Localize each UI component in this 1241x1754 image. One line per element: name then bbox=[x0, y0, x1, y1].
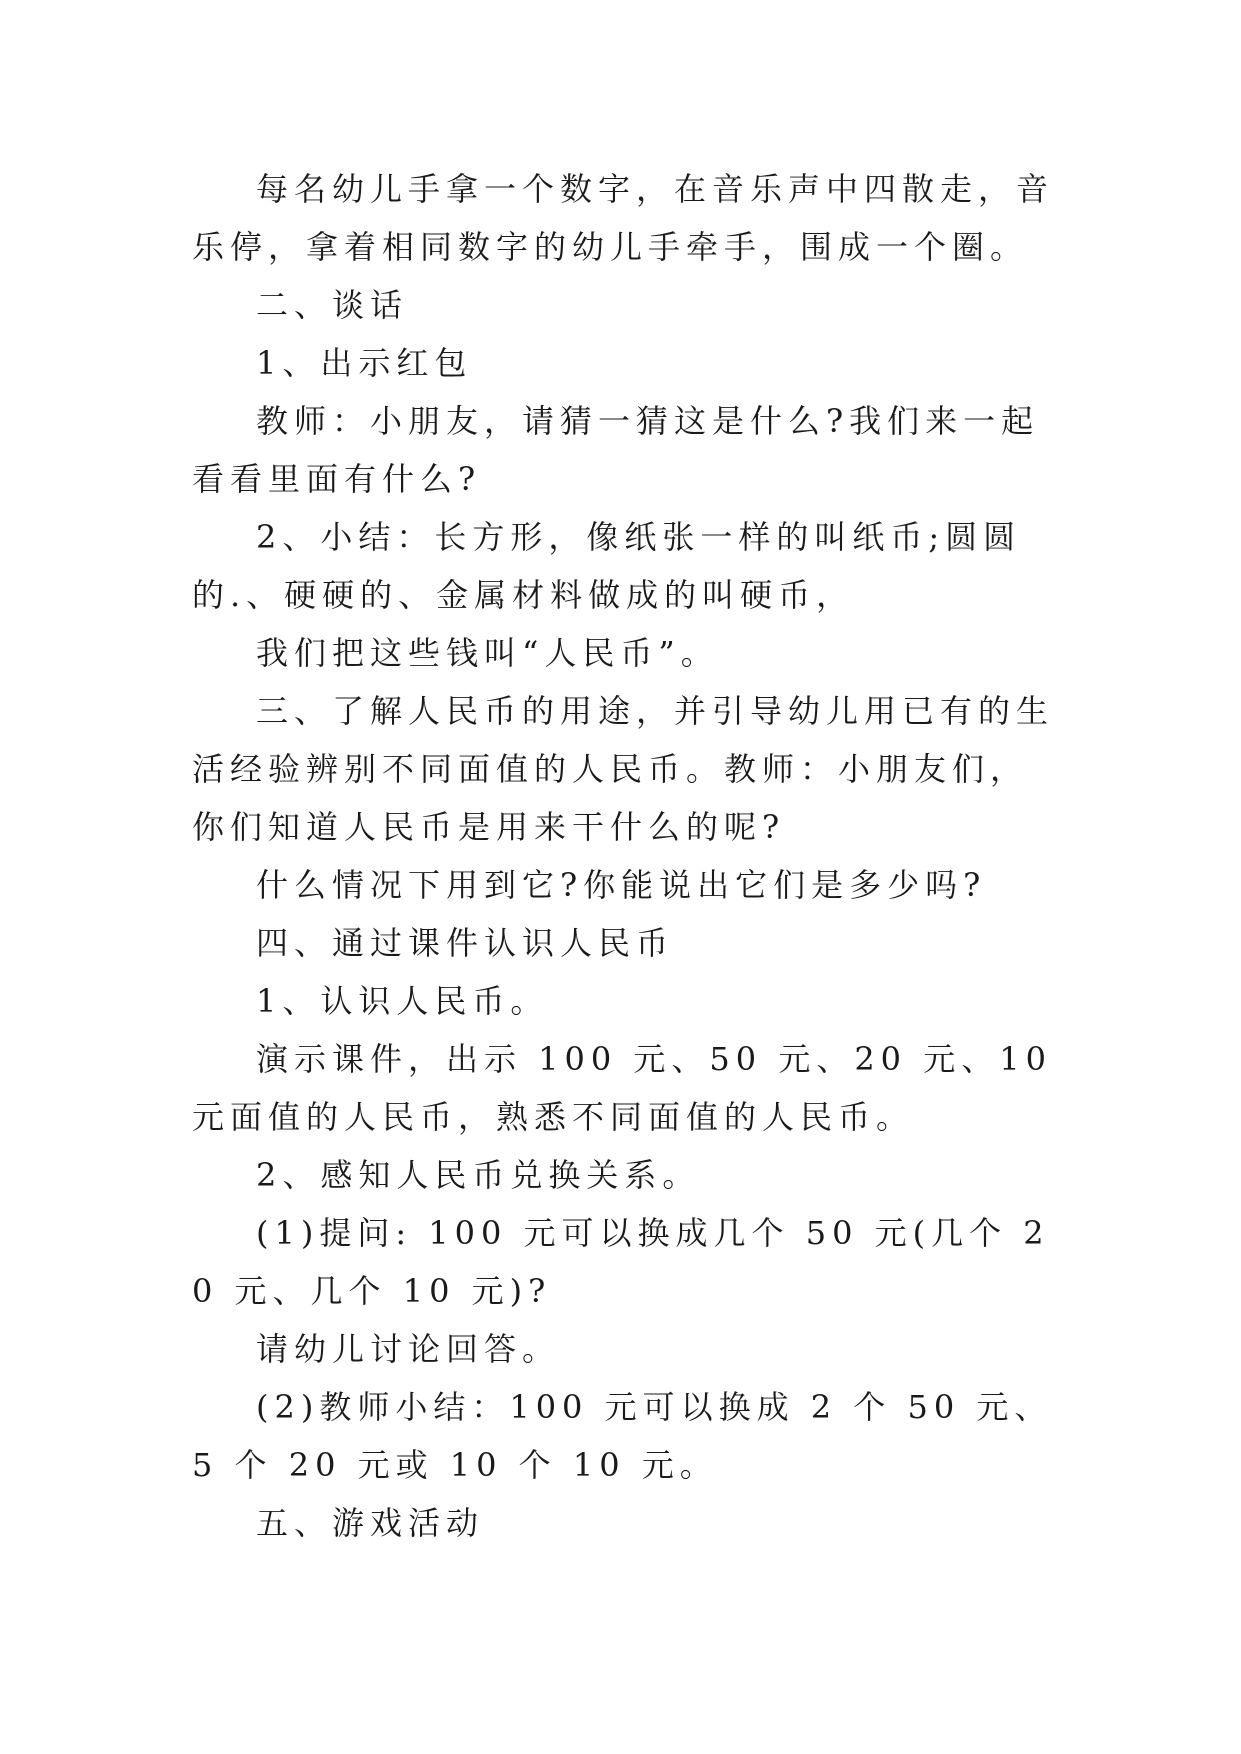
step-show-red-envelope: 1、出示红包 bbox=[256, 344, 473, 382]
paragraph-teacher-summary: (2)教师小结：100 元可以换成 2 个 50 元、5 个 20 元或 10 个 10 元。 bbox=[192, 1388, 1053, 1484]
section-heading-courseware: 四、通过课件认识人民币 bbox=[256, 924, 675, 962]
paragraph-discuss: 请幼儿讨论回答。 bbox=[256, 1330, 561, 1368]
paragraph-game-rules: 每名幼儿手拿一个数字，在音乐声中四散走，音乐停，拿着相同数字的幼儿手牵手，围成一个圈。 bbox=[192, 170, 1055, 266]
paragraph-question-exchange: (1)提问: 100 元可以换成几个 50 元(几个 20 元、几个 10 元)? bbox=[192, 1214, 1050, 1310]
paragraph-summary: 2、小结：长方形，像纸张一样的叫纸币;圆圆的.、硬硬的、金属材料做成的叫硬币， bbox=[192, 518, 1022, 614]
section-heading-usage: 三、了解人民币的用途，并引导幼儿用已有的生活经验辨别不同面值的人民币。教师：小朋友们，你们知道人民币是用来干什么的呢? bbox=[192, 692, 1055, 846]
paragraph-rmb-name: 我们把这些钱叫“人民币”。 bbox=[256, 634, 719, 672]
paragraph-usage-question: 什么情况下用到它?你能说出它们是多少吗? bbox=[256, 866, 987, 904]
step-know-rmb: 1、认识人民币。 bbox=[256, 982, 549, 1020]
section-heading-game: 五、游戏活动 bbox=[256, 1504, 485, 1542]
step-exchange-relation: 2、感知人民币兑换关系。 bbox=[256, 1156, 701, 1194]
section-heading-talk: 二、谈话 bbox=[256, 286, 409, 324]
document-body bbox=[192, 160, 1062, 1552]
paragraph-teacher-question: 教师：小朋友，请猜一猜这是什么?我们来一起看看里面有什么? bbox=[192, 402, 1040, 498]
paragraph-demo-courseware: 演示课件，出示 100 元、50 元、20 元、10 元面值的人民币，熟悉不同面值的人民币。 bbox=[192, 1040, 1052, 1136]
